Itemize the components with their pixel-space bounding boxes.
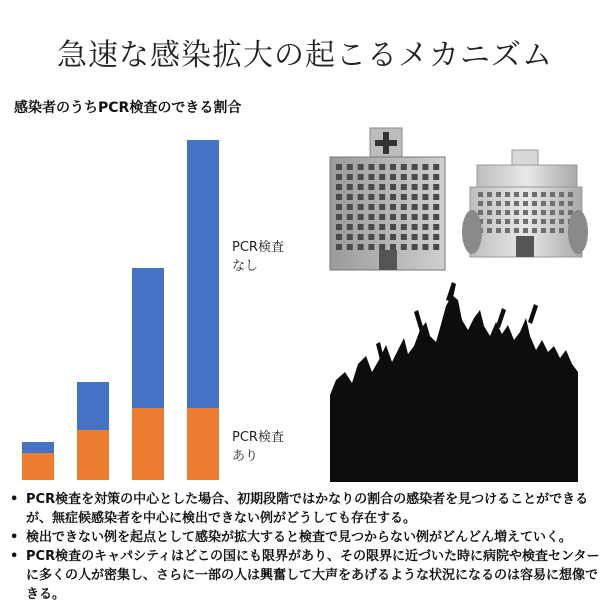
bullet-item: • PCR検査のキャパシティはどこの国にも限界があり、その限界に近づいた時に病院や検査センターに多くの人が密集し、さらに一部の人は興奮して大声をあげるような状況になるのは容易に想像できる。 xyxy=(8,547,604,604)
slide-title: 急速な感染拡大の起こるメカニズム xyxy=(57,38,553,73)
legend-pcr-line2: あり xyxy=(232,449,259,464)
legend-no-pcr-line1: PCR検査 xyxy=(232,240,284,255)
bullet-item: • PCR検査を対策の中心とした場合、初期段階ではかなりの割合の感染者を見つけることができるが、無症候感染者を中心に検出できない例がどうしても存在する。 xyxy=(8,490,604,528)
bullet-item: • 検出できない例を起点として感染が拡大すると検査で見つからない例がどんどん増えていく。 xyxy=(8,528,604,547)
legend-pcr-line1: PCR検査 xyxy=(232,430,284,445)
bullet-list xyxy=(8,490,604,604)
chart-subtitle: 感染者のうちPCR検査のできる割合 xyxy=(14,100,242,116)
legend-no-pcr-line2: なし xyxy=(232,259,259,274)
